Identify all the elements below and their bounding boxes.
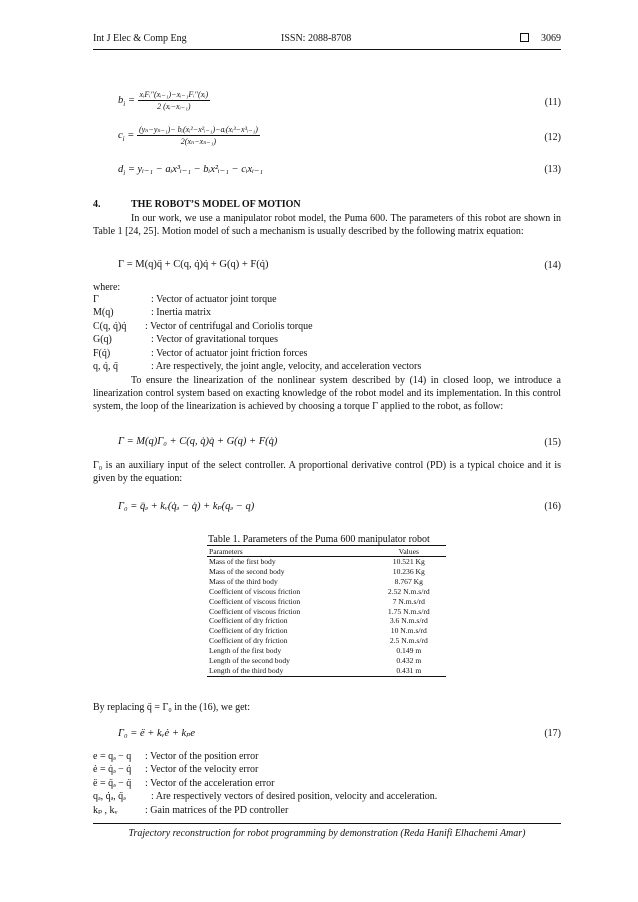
definition-row	[93, 791, 561, 804]
value-cell: 0.431 m	[370, 666, 446, 676]
paragraph-linearization: To ensure the linearization of the nonlinear system described by (14) in closed loop, we introduce a linearization control system based on exacting knowledge of the robot model and its implementation. In this control system, the loop of the linearization is achieved by choosing a torque Γ applied to the robot, as follow:	[93, 375, 561, 412]
definition-text: : Vector of the acceleration error	[145, 777, 275, 789]
definitions-list-2	[93, 751, 561, 818]
parameter-cell: Mass of the first body	[209, 557, 276, 566]
definition-symbol: ë = q̈ₔ − q̈	[93, 777, 132, 789]
parameter-cell: Coefficient of viscous friction	[209, 596, 301, 606]
table-row	[207, 626, 446, 636]
definition-symbol: kₚ , kᵥ	[93, 804, 118, 816]
paragraph-auxiliary-input: Γ₀ is an auxiliary input of the select controller. A proportional derivative control (PD) is a typical choice and it is given by the equation:	[93, 460, 561, 484]
value-cell: 10 N.m.s/rd	[390, 626, 427, 636]
eq12-denominator: 2(xₙ−xₙ₋₁)	[180, 137, 217, 146]
definition-symbol: qₔ, q̇ₔ, q̈ₔ	[93, 791, 126, 803]
definition-row	[93, 294, 561, 307]
eq11-numerator: xᵢFᵢ′′(xᵢ₋₁)−xᵢ₋₁Fᵢ′′(xᵢ)	[139, 90, 209, 99]
definition-row	[93, 307, 561, 320]
value-cell: 0.149 m	[396, 646, 422, 656]
section-heading	[93, 199, 301, 210]
paragraph-intro: In our work, we use a manipulator robot model, the Puma 600. The parameters of this robot are shown in Table 1 [24, 25]. Motion model of such a mechanism is usually described by the following matrix equation:	[93, 213, 561, 237]
definition-row	[93, 778, 561, 791]
definition-row	[93, 334, 561, 347]
definition-text: : Vector of gravitational torques	[151, 334, 279, 346]
equation-15: Γ = M(q)Γ₀ + C(q, q̇)q̇ + G(q) + F(q̇)	[118, 436, 278, 447]
definition-text: : Inertia matrix	[151, 307, 211, 319]
definition-row	[93, 751, 561, 764]
definition-symbol: Γ	[93, 294, 99, 305]
page-header	[93, 33, 561, 47]
definition-symbol: F(q̇)	[93, 347, 111, 359]
table-row	[207, 646, 446, 656]
definition-text: : Vector of actuator joint friction forces	[151, 347, 308, 359]
table-row	[207, 597, 446, 607]
table-row	[207, 607, 446, 617]
definition-symbol: ė = q̇ₔ − q̇	[93, 764, 132, 776]
eq11-fraction	[138, 90, 211, 111]
equation-12: $c_i$ = $\frac{\text{(yₙ−yₙ₋₁)− bᵢ(xᵢ²−x²ᵢ₋₁)−aᵢ(xᵢ³−x³ᵢ₋₁)}}{\text{2(xₙ−xₙ₋₁)}}$	[118, 125, 258, 146]
value-cell: 3.6 N.m.s/rd	[389, 616, 428, 626]
column-header-parameters: Parameters	[207, 546, 370, 557]
eq16-number: (16)	[544, 501, 561, 512]
parameter-cell: Coefficient of viscous friction	[209, 586, 301, 596]
equation-13: $d_i$ = yᵢ₋₁ − aᵢx³ᵢ₋₁ − bᵢx²ᵢ₋₁ − cᵢxᵢ₋₁	[118, 164, 264, 178]
eq13-rhs: yᵢ₋₁ − aᵢx³ᵢ₋₁ − bᵢx²ᵢ₋₁ − cᵢxᵢ₋₁	[137, 164, 264, 175]
definition-row	[93, 764, 561, 777]
value-cell: 10.521 Kg	[392, 557, 425, 566]
where-label: where:	[93, 282, 121, 293]
value-cell: 2.52 N.m.s/rd	[387, 586, 430, 596]
value-cell: 10.236 Kg	[392, 566, 425, 576]
checkbox-icon	[520, 33, 529, 42]
table-row	[207, 557, 446, 567]
definition-text: : Are respectively, the joint angle, velocity, and acceleration vectors	[151, 360, 422, 372]
eq17-number: (17)	[544, 728, 561, 739]
parameter-cell: Length of the first body	[209, 646, 282, 656]
eq12-number: (12)	[544, 132, 561, 143]
footer-rule	[93, 823, 561, 824]
parameter-cell: Coefficient of dry friction	[209, 626, 288, 636]
table-caption: Table 1. Parameters of the Puma 600 manipulator robot	[208, 534, 430, 545]
value-cell: 1.75 N.m.s/rd	[387, 606, 430, 616]
parameter-cell: Coefficient of viscous friction	[209, 606, 301, 616]
eq15-number: (15)	[544, 437, 561, 448]
eq12-numerator: (yₙ−yₙ₋₁)− bᵢ(xᵢ²−x²ᵢ₋₁)−aᵢ(xᵢ³−x³ᵢ₋₁)	[138, 125, 258, 134]
table-row	[207, 577, 446, 587]
eq13-number: (13)	[544, 164, 561, 175]
paragraph-replacing: By replacing q̈ = Γ₀ in the (16), we get:	[93, 702, 251, 713]
page-number: 3069	[541, 33, 561, 44]
definition-symbol: G(q)	[93, 334, 112, 346]
page-number-block	[520, 33, 561, 44]
table-row	[207, 587, 446, 597]
definitions-list-1	[93, 294, 561, 374]
header-rule	[93, 49, 561, 50]
equation-14: Γ = M(q)q̈ + C(q, q̇)q̇ + G(q) + F(q̇)	[118, 259, 269, 270]
issn: ISSN: 2088-8708	[281, 33, 352, 44]
definition-symbol: M(q)	[93, 307, 114, 319]
section-title: THE ROBOT’S MODEL OF MOTION	[131, 199, 301, 210]
eq12-fraction	[137, 125, 260, 146]
journal-name: Int J Elec & Comp Eng	[93, 33, 187, 44]
equation-11: $b_i$ = $\frac{\text{xᵢFᵢ′′(xᵢ₋₁)−xᵢ₋₁Fᵢ′′(xᵢ)}}{\text{2 (xᵢ−xᵢ₋₁)}}$	[118, 90, 209, 111]
equation-17: Γ₀ = ë + kᵥė + kₚe	[118, 728, 196, 739]
definition-text: : Vector of the position error	[145, 751, 259, 762]
definition-text: : Gain matrices of the PD controller	[145, 804, 289, 816]
table-row	[207, 666, 446, 676]
equation-16: Γ₀ = q̈ₔ + kᵥ(q̇ₔ − q̇) + kₚ(qₔ − q)	[118, 501, 255, 512]
parameter-cell: Length of the third body	[207, 666, 370, 676]
eq11-denominator: 2 (xᵢ−xᵢ₋₁)	[157, 102, 191, 111]
parameters-table	[207, 545, 446, 677]
definition-symbol: q, q̇, q̈	[93, 360, 118, 372]
definition-row	[93, 348, 561, 361]
parameter-cell: Coefficient of dry friction	[209, 636, 288, 646]
definition-text: : Vector of centrifugal and Coriolis torque	[145, 320, 313, 332]
definition-text: : Vector of the velocity error	[145, 764, 259, 776]
definition-text: : Vector of actuator joint torque	[151, 294, 277, 305]
parameter-cell: Mass of the third body	[209, 576, 278, 586]
definition-text: : Are respectively vectors of desired position, velocity and acceleration.	[151, 791, 438, 803]
column-header-values: Values	[370, 546, 446, 557]
definition-row	[93, 321, 561, 334]
parameter-cell: Mass of the second body	[209, 566, 285, 576]
table-row	[207, 656, 446, 666]
definition-symbol: C(q, q̇)q̇	[93, 320, 127, 332]
eq11-number: (11)	[544, 97, 561, 108]
value-cell: 0.432 m	[396, 656, 422, 666]
value-cell: 7 N.m.s/rd	[392, 596, 425, 606]
eq14-number: (14)	[544, 260, 561, 271]
table-header-row	[207, 546, 446, 557]
parameter-cell: Length of the second body	[209, 656, 290, 666]
section-number: 4.	[93, 199, 101, 210]
definition-row	[93, 361, 561, 374]
parameter-cell: Coefficient of dry friction	[209, 616, 288, 626]
table-row	[207, 636, 446, 646]
table-row	[207, 567, 446, 577]
definition-row	[93, 805, 561, 818]
definition-symbol: e = qₔ − q	[93, 751, 132, 762]
value-cell: 8.767 Kg	[394, 576, 423, 586]
value-cell: 2.5 N.m.s/rd	[389, 636, 428, 646]
page-footer: Trajectory reconstruction for robot programming by demonstration (Reda Hanifi Elhachemi Amar)	[128, 828, 526, 839]
table-row	[207, 616, 446, 626]
eq11-lhs: b	[118, 94, 124, 106]
